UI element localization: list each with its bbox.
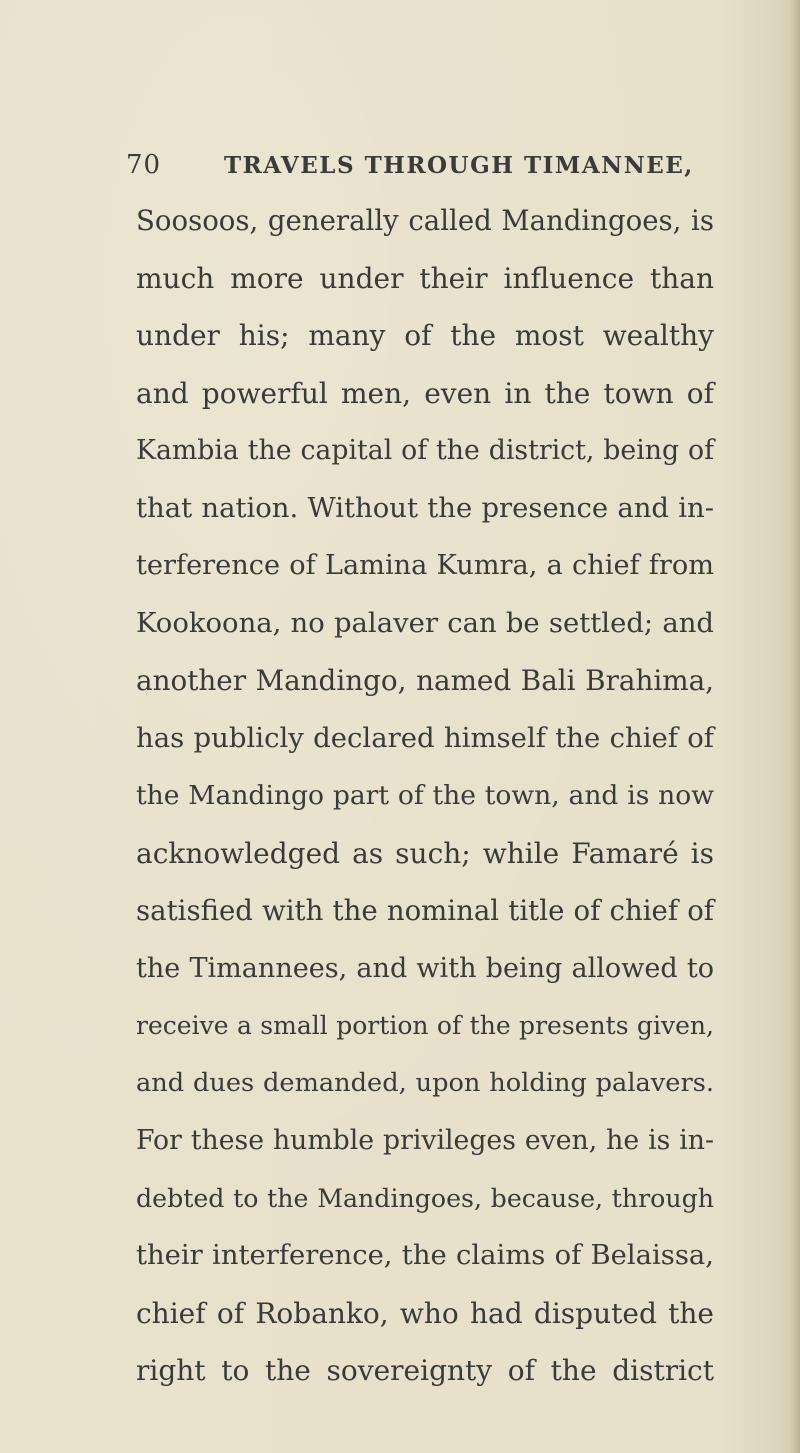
text-line: Kookoona, no palaver can be settled; and bbox=[136, 607, 714, 639]
text-line: Soosoos, generally called Mandingoes, is bbox=[136, 204, 714, 237]
text-line: chief of Robanko, who had disputed the bbox=[136, 1296, 714, 1330]
text-line: another Mandingo, named Bali Brahima, bbox=[136, 664, 714, 697]
text-line: right to the sovereignty of the district bbox=[136, 1354, 714, 1387]
text-line: much more under their influence than bbox=[136, 261, 714, 295]
text-line: that nation. Without the presence and in- bbox=[136, 492, 714, 524]
text-line: debted to the Mandingoes, because, through bbox=[136, 1183, 714, 1213]
text-line: and powerful men, even in the town of bbox=[136, 376, 714, 410]
running-head: TRAVELS THROUGH TIMANNEE, bbox=[224, 152, 694, 179]
text-line: their interference, the claims of Belaissa, bbox=[136, 1240, 714, 1271]
text-line: satisfied with the nominal title of chief of bbox=[136, 894, 714, 927]
text-line: Kambia the capital of the district, being of bbox=[136, 435, 714, 466]
text-line: acknowledged as such; while Famaré is bbox=[136, 836, 714, 870]
page-edge-shadow bbox=[790, 0, 800, 1453]
text-line: terference of Lamina Kumra, a chief from bbox=[136, 550, 714, 581]
text-line: For these humble privileges even, he is in- bbox=[136, 1125, 714, 1156]
text-line: receive a small portion of the presents given, bbox=[136, 1011, 714, 1040]
text-line: the Mandingo part of the town, and is now bbox=[136, 780, 714, 811]
text-line: has publicly declared himself the chief of bbox=[136, 721, 714, 754]
text-line: and dues demanded, upon holding palavers. bbox=[136, 1067, 714, 1098]
body-text bbox=[136, 192, 714, 1400]
text-line: under his; many of the most wealthy bbox=[136, 319, 714, 352]
page-number: 70 bbox=[126, 150, 162, 180]
page-header bbox=[126, 150, 726, 194]
text-line: the Timannees, and with being allowed to bbox=[136, 952, 714, 984]
